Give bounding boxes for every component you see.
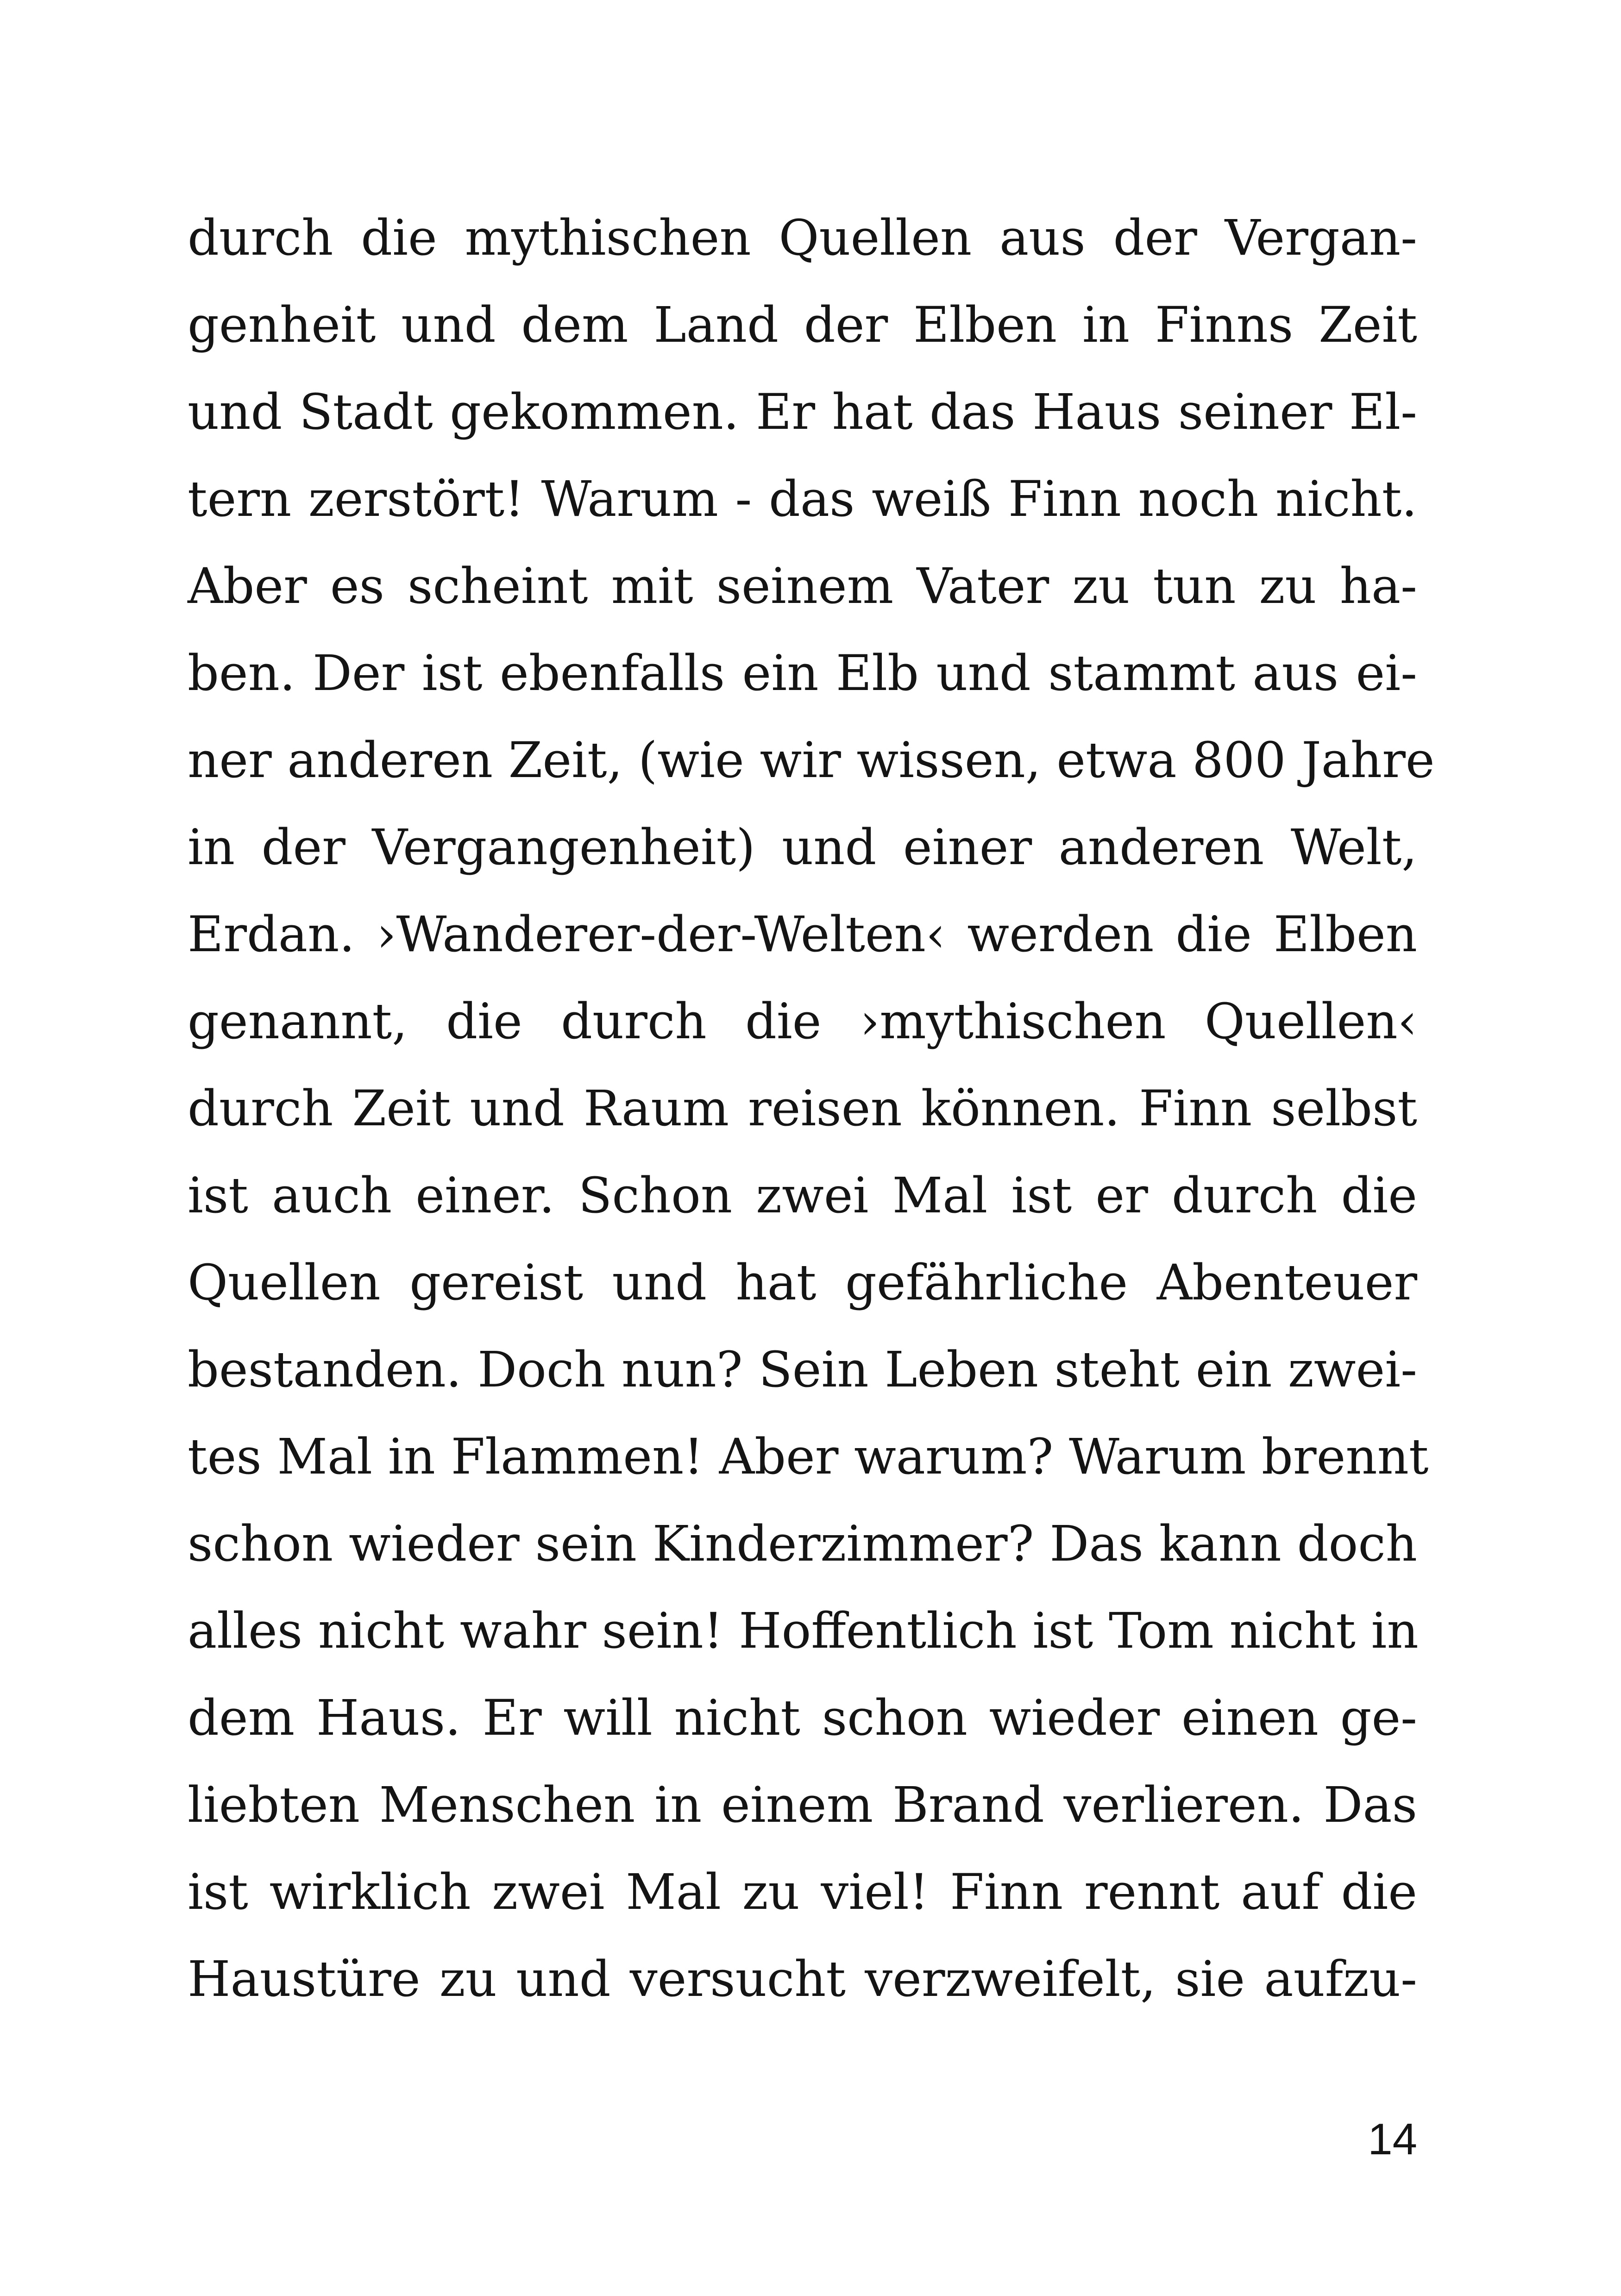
text-line: schon wieder sein Kinderzimmer? Das kann doch [188,1515,1417,1572]
text-line: tes Mal in Flammen! Aber warum? Warum brennt [188,1428,1429,1485]
page-number: 14 [1368,2114,1417,2164]
text-line: alles nicht wahr sein! Hoffentlich ist Tom nicht in [188,1602,1419,1659]
text-line: und Stadt gekommen. Er hat das Haus seiner El- [188,383,1417,440]
text-line: bestanden. Doch nun? Sein Leben steht ein zwei- [188,1341,1417,1398]
text-line: ben. Der ist ebenfalls ein Elb und stammt aus ei- [188,645,1417,702]
text-line: ner anderen Zeit, (wie wir wissen, etwa 800 Jahre [188,732,1435,789]
text-line: Haustüre zu und versucht verzweifelt, sie aufzu- [188,1951,1417,2007]
text-line: genannt, die durch die ›mythischen Quellen‹ [188,993,1417,1050]
text-line: tern zerstört! Warum - das weiß Finn noch nicht. [188,470,1417,527]
text-line: dem Haus. Er will nicht schon wieder einen ge- [188,1689,1417,1746]
text-line: durch die mythischen Quellen aus der Vergan- [188,209,1417,266]
text-line: Erdan. ›Wanderer-der-Welten‹ werden die Elben [188,906,1417,963]
text-line: ist auch einer. Schon zwei Mal ist er durch die [188,1167,1417,1224]
text-line: Aber es scheint mit seinem Vater zu tun zu ha- [188,558,1417,615]
text-line: genheit und dem Land der Elben in Finns Zeit [188,296,1417,353]
text-line: liebten Menschen in einem Brand verlieren. Das [188,1776,1417,1833]
text-line: Quellen gereist und hat gefährliche Abenteuer [188,1254,1417,1311]
text-line: in der Vergangenheit) und einer anderen Welt, [188,819,1417,876]
body-text [188,194,1435,2023]
text-line: ist wirklich zwei Mal zu viel! Finn rennt auf die [188,1863,1417,1920]
text-line: durch Zeit und Raum reisen können. Finn selbst [188,1080,1417,1137]
